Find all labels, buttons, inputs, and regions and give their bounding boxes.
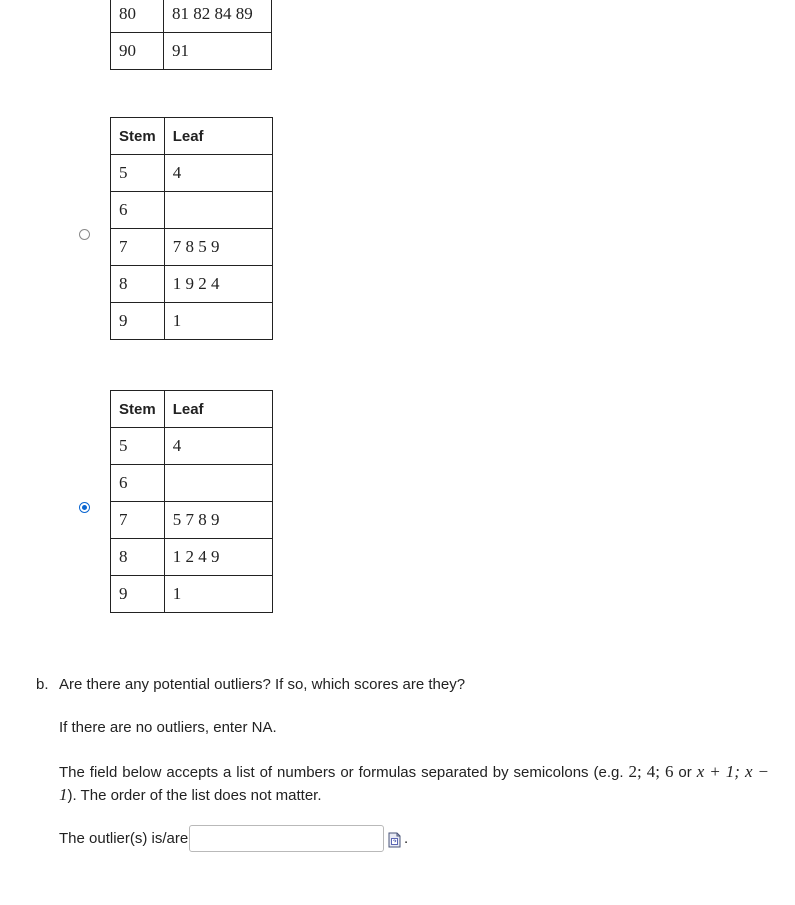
stem-leaf-table-c [110, 390, 273, 613]
table-row [111, 229, 273, 266]
format-prefix: The field below accepts a list of numbers or formulas separated by semicolons (e.g. [59, 764, 624, 781]
table-row [111, 465, 273, 502]
example-formulas: x + 1; x − 1 [59, 762, 770, 804]
format-or: or [678, 764, 692, 781]
option-b-radio[interactable] [79, 229, 90, 240]
table-row [111, 539, 273, 576]
table-row [111, 576, 273, 613]
leaf-cell [164, 192, 272, 229]
stem-cell: 6 [111, 465, 165, 502]
table-row [111, 192, 273, 229]
stem-cell: 80 [111, 0, 164, 33]
outliers-input[interactable] [189, 825, 384, 852]
format-suffix: ). The order of the list does not matter. [67, 787, 322, 804]
stem-cell: 8 [111, 266, 165, 303]
leaf-cell: 1 [164, 576, 272, 613]
example-numbers: 2; 4; 6 [628, 762, 674, 781]
table-row [111, 303, 273, 340]
leaf-header: Leaf [164, 118, 272, 155]
answer-label: The outlier(s) is/are [59, 830, 189, 847]
leaf-cell: 1 9 2 4 [164, 266, 272, 303]
stem-cell: 5 [111, 428, 165, 465]
stem-leaf-table-a [110, 0, 272, 70]
table-row [111, 428, 273, 465]
table-row [111, 266, 273, 303]
stem-cell: 6 [111, 192, 165, 229]
leaf-cell: 1 [164, 303, 272, 340]
stem-cell: 9 [111, 303, 165, 340]
stem-cell: 8 [111, 539, 165, 576]
leaf-cell: 91 [164, 33, 272, 70]
format-instructions [59, 761, 769, 807]
leaf-cell: 4 [164, 155, 272, 192]
table-row [111, 155, 273, 192]
stem-leaf-table-b [110, 117, 273, 340]
document-help-icon[interactable] [388, 832, 401, 848]
leaf-cell: 7 8 5 9 [164, 229, 272, 266]
stem-cell: 90 [111, 33, 164, 70]
leaf-cell: 81 82 84 89 [164, 0, 272, 33]
table-row [111, 502, 273, 539]
stem-header: Stem [111, 118, 165, 155]
part-b-question: Are there any potential outliers? If so, which scores are they? [59, 676, 466, 693]
stem-cell: 9 [111, 576, 165, 613]
stem-header: Stem [111, 391, 165, 428]
stem-cell: 7 [111, 229, 165, 266]
table-row [111, 0, 272, 33]
leaf-header: Leaf [164, 391, 272, 428]
leaf-cell: 4 [164, 428, 272, 465]
leaf-cell [164, 465, 272, 502]
table-row [111, 33, 272, 70]
na-instruction: If there are no outliers, enter NA. [59, 719, 277, 736]
table-header-row [111, 391, 273, 428]
option-c-radio[interactable] [79, 502, 90, 513]
table-header-row [111, 118, 273, 155]
leaf-cell: 1 2 4 9 [164, 539, 272, 576]
part-b-label: b. [36, 676, 49, 693]
leaf-cell: 5 7 8 9 [164, 502, 272, 539]
trailing-period: . [404, 830, 409, 847]
stem-cell: 7 [111, 502, 165, 539]
stem-cell: 5 [111, 155, 165, 192]
